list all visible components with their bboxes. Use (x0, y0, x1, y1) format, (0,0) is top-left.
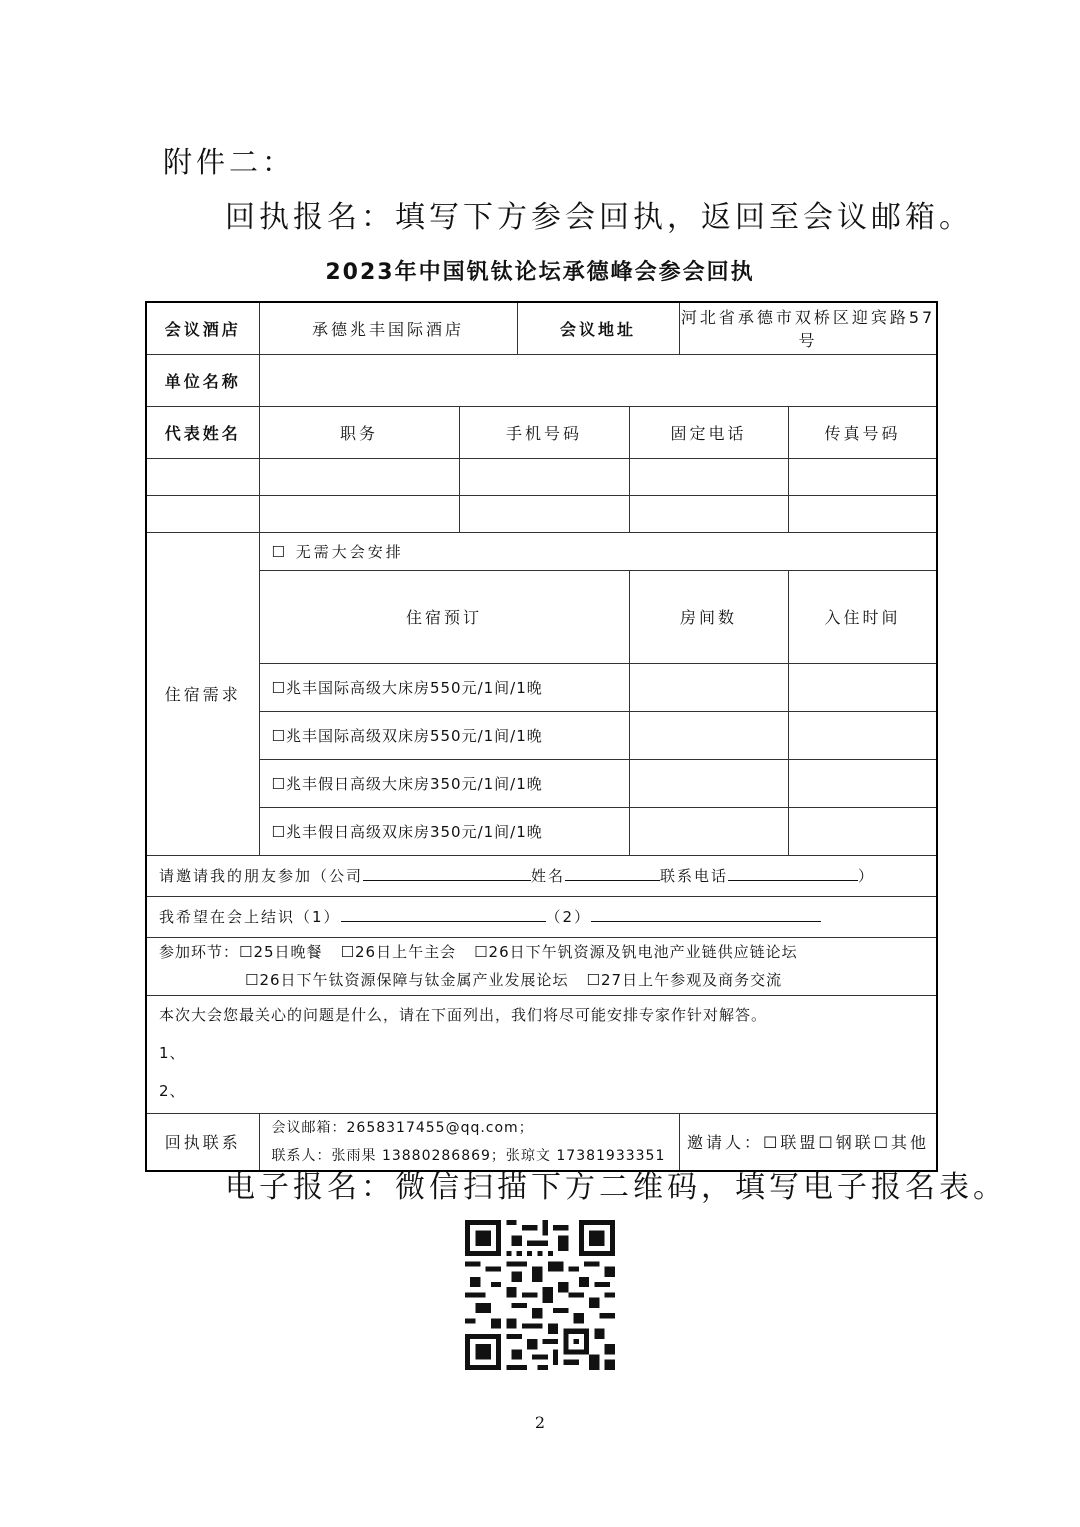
unit-field[interactable] (259, 354, 937, 406)
question-2-field[interactable]: 2、 (159, 1081, 186, 1100)
receipt-form (145, 301, 938, 1172)
form-title: 2023年中国钒钛论坛承德峰会参会回执 (325, 260, 755, 285)
unit-label: 单位名称 (146, 354, 259, 406)
invite-name-label: 姓名 (531, 867, 566, 885)
page-number: 2 (534, 1413, 546, 1432)
sessions-label: 参加环节： (159, 943, 240, 961)
room-count-field[interactable] (629, 807, 788, 855)
attachment-label: 附件二： (163, 145, 296, 179)
checkin-field[interactable] (788, 663, 937, 711)
questions-prompt: 本次大会您最关心的问题是什么，请在下面列出，我们将尽可能安排专家作针对解答。 (159, 1005, 768, 1024)
rep-landline-field[interactable] (629, 495, 788, 532)
lodging-header-rooms: 房间数 (629, 570, 788, 663)
room-count-field[interactable] (629, 759, 788, 807)
contact-label: 回执联系 (146, 1113, 259, 1171)
question-1-field[interactable]: 1、 (159, 1043, 186, 1062)
e-registration-instruction: 电子报名：微信扫描下方二维码，填写电子报名表。 (225, 1170, 1007, 1205)
session-vanadium-checkbox[interactable]: ☐26日下午钒资源及钒电池产业链供应链论坛 (474, 943, 798, 961)
contact-email: 会议邮箱：2658317455@qq.com； (271, 1119, 534, 1136)
meet-mid: （2） (545, 908, 592, 926)
rep-mobile-field[interactable] (459, 458, 629, 495)
col-mobile: 手机号码 (459, 406, 629, 458)
session-main-checkbox[interactable]: ☐26日上午主会 (340, 943, 457, 961)
rep-name-field[interactable] (146, 495, 259, 532)
qr-code-icon[interactable] (465, 1220, 615, 1370)
lodging-header-booking: 住宿预订 (259, 570, 629, 663)
address-label: 会议地址 (517, 302, 679, 354)
no-arrangement-checkbox[interactable]: ☐ 无需大会安排 (259, 532, 937, 570)
meet-field-2[interactable] (591, 907, 821, 922)
meet-prefix: 我希望在会上结识（1） (159, 908, 341, 926)
lodging-label: 住宿需求 (146, 532, 259, 855)
meet-field-1[interactable] (341, 907, 546, 922)
rep-name-field[interactable] (146, 458, 259, 495)
room-option[interactable]: ☐兆丰国际高级大床房550元/1间/1晚 (259, 663, 629, 711)
inviter-options[interactable]: 邀请人：☐联盟☐钢联☐其他 (679, 1113, 937, 1171)
invite-company-field[interactable] (363, 866, 531, 881)
session-titanium-checkbox[interactable]: ☐26日下午钛资源保障与钛金属产业发展论坛 (245, 971, 569, 989)
col-title: 职务 (259, 406, 459, 458)
invite-name-field[interactable] (565, 866, 660, 881)
questions-row (146, 995, 937, 1113)
checkin-field[interactable] (788, 759, 937, 807)
rep-landline-field[interactable] (629, 458, 788, 495)
invite-phone-field[interactable] (728, 866, 858, 881)
rep-fax-field[interactable] (788, 458, 937, 495)
room-option[interactable]: ☐兆丰假日高级大床房350元/1间/1晚 (259, 759, 629, 807)
rep-title-field[interactable] (259, 458, 459, 495)
session-dinner-checkbox[interactable]: ☐25日晚餐 (239, 943, 323, 961)
session-visit-checkbox[interactable]: ☐27日上午参观及商务交流 (586, 971, 783, 989)
rep-fax-field[interactable] (788, 495, 937, 532)
address-value: 河北省承德市双桥区迎宾路57号 (679, 302, 937, 354)
room-count-field[interactable] (629, 663, 788, 711)
hotel-label: 会议酒店 (146, 302, 259, 354)
col-landline: 固定电话 (629, 406, 788, 458)
invite-suffix: ） (858, 867, 876, 885)
invite-prefix: 请邀请我的朋友参加（公司 (159, 867, 364, 885)
checkin-field[interactable] (788, 711, 937, 759)
checkin-field[interactable] (788, 807, 937, 855)
col-fax: 传真号码 (788, 406, 937, 458)
invite-friend-row (146, 855, 937, 896)
room-option[interactable]: ☐兆丰假日高级双床房350元/1间/1晚 (259, 807, 629, 855)
room-option[interactable]: ☐兆丰国际高级双床房550元/1间/1晚 (259, 711, 629, 759)
col-name: 代表姓名 (146, 406, 259, 458)
room-count-field[interactable] (629, 711, 788, 759)
meet-wish-row (146, 896, 937, 937)
sessions-row (146, 937, 937, 995)
rep-title-field[interactable] (259, 495, 459, 532)
hotel-value: 承德兆丰国际酒店 (259, 302, 517, 354)
rep-mobile-field[interactable] (459, 495, 629, 532)
lodging-header-checkin: 入住时间 (788, 570, 937, 663)
contact-persons: 联系人：张雨果 13880286869；张琼文 17381933351 (271, 1147, 666, 1164)
receipt-instruction: 回执报名：填写下方参会回执，返回至会议邮箱。 (225, 200, 973, 235)
invite-phone-label: 联系电话 (660, 867, 729, 885)
